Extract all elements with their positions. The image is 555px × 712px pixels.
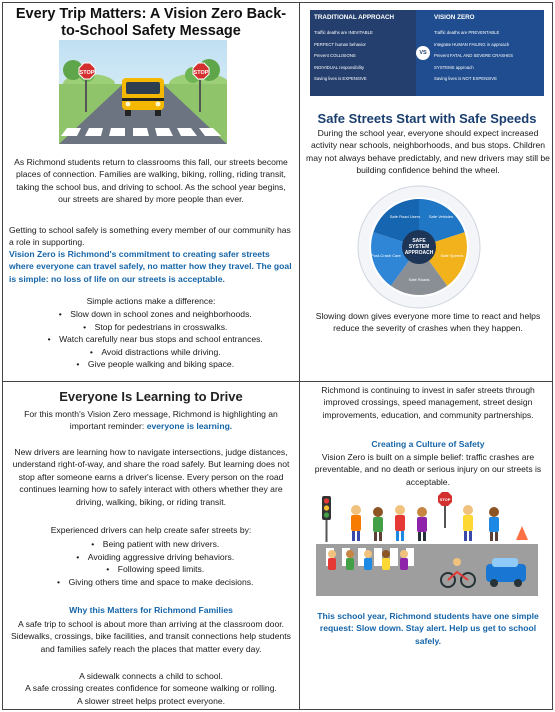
segment-label: Safe Vehicles bbox=[428, 214, 454, 219]
culture-title: Creating a Culture of Safety bbox=[371, 439, 485, 449]
closing-line: A safe crossing creates confidence for someone walking or rolling. bbox=[25, 683, 277, 694]
table-item: Saving lives is EXPENSIVE bbox=[314, 76, 367, 81]
reminder-paragraph bbox=[9, 408, 293, 433]
vision-zero-header: VISION ZERO bbox=[434, 14, 475, 21]
table-item: PERFECT human behavior bbox=[314, 41, 366, 47]
wheel-center-line-2: SYSTEM bbox=[408, 244, 430, 250]
reminder-text: For this month's Vision Zero message, Richmond is highlighting an important reminder: bbox=[24, 409, 278, 432]
why-title: Why this Matters for Richmond Families bbox=[69, 605, 233, 615]
segment-label: Safe Road Users bbox=[389, 214, 421, 219]
table-item: Traffic deaths are INEVITABLE bbox=[314, 30, 373, 35]
list-item: • Avoiding aggressive driving behaviors. bbox=[9, 551, 293, 564]
segment-label: Safe Roads bbox=[408, 277, 430, 282]
culture-paragraph: Vision Zero is built on a simple belief: traffic crashes are preventable, and no death or serious injury on our streets is acceptable. bbox=[314, 452, 542, 487]
wheel-center-line-3: APPROACH bbox=[404, 250, 434, 256]
why-paragraph: A safe trip to school is about more than arriving at the classroom door. Sidewalks, crossings, bike facilities, and transit connections help students and families safely reach the places that matter every day. bbox=[11, 619, 291, 654]
section-learning-to-drive bbox=[3, 382, 299, 711]
section-title: Everyone Is Learning to Drive bbox=[59, 389, 243, 404]
approach-comparison-table bbox=[310, 10, 544, 96]
list-item: • Slow down in school zones and neighborhoods. bbox=[9, 308, 293, 321]
table-item: Prevent COLLISIONS bbox=[314, 53, 356, 58]
newsletter-grid bbox=[2, 2, 553, 710]
closing-lines bbox=[9, 670, 293, 707]
safe-system-approach-wheel bbox=[357, 185, 481, 309]
investment-paragraph: Richmond is continuing to invest in safer streets through improved crossings, speed management, street design improvements, education, and community partnerships. bbox=[321, 385, 535, 420]
speeds-paragraph: During the school year, everyone should expect increased activity near schools, neighborhoods, and bus stops. Children may not always behave predictably, and new drivers may still be building confidence behind the wheel. bbox=[306, 128, 550, 176]
table-item: Integrate HUMAN FAILING in approach bbox=[434, 41, 510, 47]
children-crossing-illustration bbox=[316, 492, 538, 596]
list-item: • Giving others time and space to make decisions. bbox=[9, 576, 293, 589]
vision-zero-commitment: Vision Zero is Richmond's commitment to creating safer streets where everyone can travel safely, no matter how they travel. The goal is simple: no loss of life on our streets is acceptable. bbox=[9, 249, 292, 284]
table-item: Saving lives is NOT EXPENSIVE bbox=[434, 76, 497, 81]
list-item: • Avoid distractions while driving. bbox=[9, 346, 293, 359]
list-item: • Stop for pedestrians in crosswalks. bbox=[9, 321, 293, 334]
list-item: • Watch carefully near bus stops and school entrances. bbox=[9, 333, 293, 346]
vs-badge: VS bbox=[416, 46, 430, 60]
community-paragraph: Getting to school safely is something every member of our community has a role in supporting. bbox=[9, 225, 291, 248]
slowing-paragraph: Slowing down gives everyone more time to react and helps reduce the severity of crashes when they happen. bbox=[315, 311, 541, 334]
svg-text:STOP: STOP bbox=[79, 70, 95, 76]
table-item: SYSTEMS approach bbox=[434, 64, 474, 70]
vision-list bbox=[434, 27, 542, 85]
school-bus-crosswalk-illustration bbox=[59, 40, 227, 144]
wheel-center-line-1: SAFE bbox=[412, 238, 426, 244]
traditional-header: TRADITIONAL APPROACH bbox=[314, 14, 395, 21]
table-item: Prevent FATAL AND SEVERE CRASHES bbox=[434, 53, 513, 58]
section-title: Safe Streets Start with Safe Speeds bbox=[317, 111, 537, 126]
list-item: • Being patient with new drivers. bbox=[9, 538, 293, 551]
section-every-trip bbox=[3, 3, 299, 381]
reminder-highlight: everyone is learning. bbox=[146, 421, 233, 432]
list-item: • Give people walking and biking space. bbox=[9, 358, 293, 371]
segment-label: Post-Crash Care bbox=[371, 253, 401, 258]
actions-list bbox=[9, 308, 293, 371]
segment-label: Safe Speeds bbox=[440, 253, 464, 258]
help-intro: Experienced drivers can help create safer streets by: bbox=[50, 525, 252, 535]
table-item: Traffic deaths are PREVENTABLE bbox=[434, 30, 500, 35]
list-item: • Following speed limits. bbox=[9, 563, 293, 576]
table-item: INDIVIDUAL responsibility bbox=[314, 64, 364, 70]
section-culture-of-safety bbox=[300, 382, 554, 711]
section-title: Every Trip Matters: A Vision Zero Back-to-School Safety Message bbox=[15, 6, 287, 39]
section-safe-speeds bbox=[300, 3, 554, 381]
intro-paragraph: As Richmond students return to classrooms this fall, our streets become places of connection. Families are walking, biking, rolling, riding transit, taking the school bus, and driving to school. As the school year begins, our streets are shared by more people than ever. bbox=[14, 157, 288, 205]
help-list bbox=[9, 538, 293, 588]
traditional-list bbox=[314, 27, 414, 85]
closing-request: This school year, Richmond students have one simple request: Slow down. Stay alert. Help us get to school safely. bbox=[317, 611, 539, 646]
svg-text:STOP: STOP bbox=[439, 497, 451, 502]
actions-intro: Simple actions make a difference: bbox=[86, 296, 216, 306]
closing-line: A slower street helps protect everyone. bbox=[76, 695, 226, 706]
svg-text:STOP: STOP bbox=[193, 70, 209, 76]
closing-line: A sidewalk connects a child to school. bbox=[79, 671, 223, 681]
learning-paragraph: New drivers are learning how to navigate intersections, judge distances, understand right-of-way, and share the road safely. But learning does not stop after someone earns a driver's license. Every person on the road continues learning how to safely interact with others whether they are driving, walking, biking, or riding transit. bbox=[12, 447, 290, 507]
